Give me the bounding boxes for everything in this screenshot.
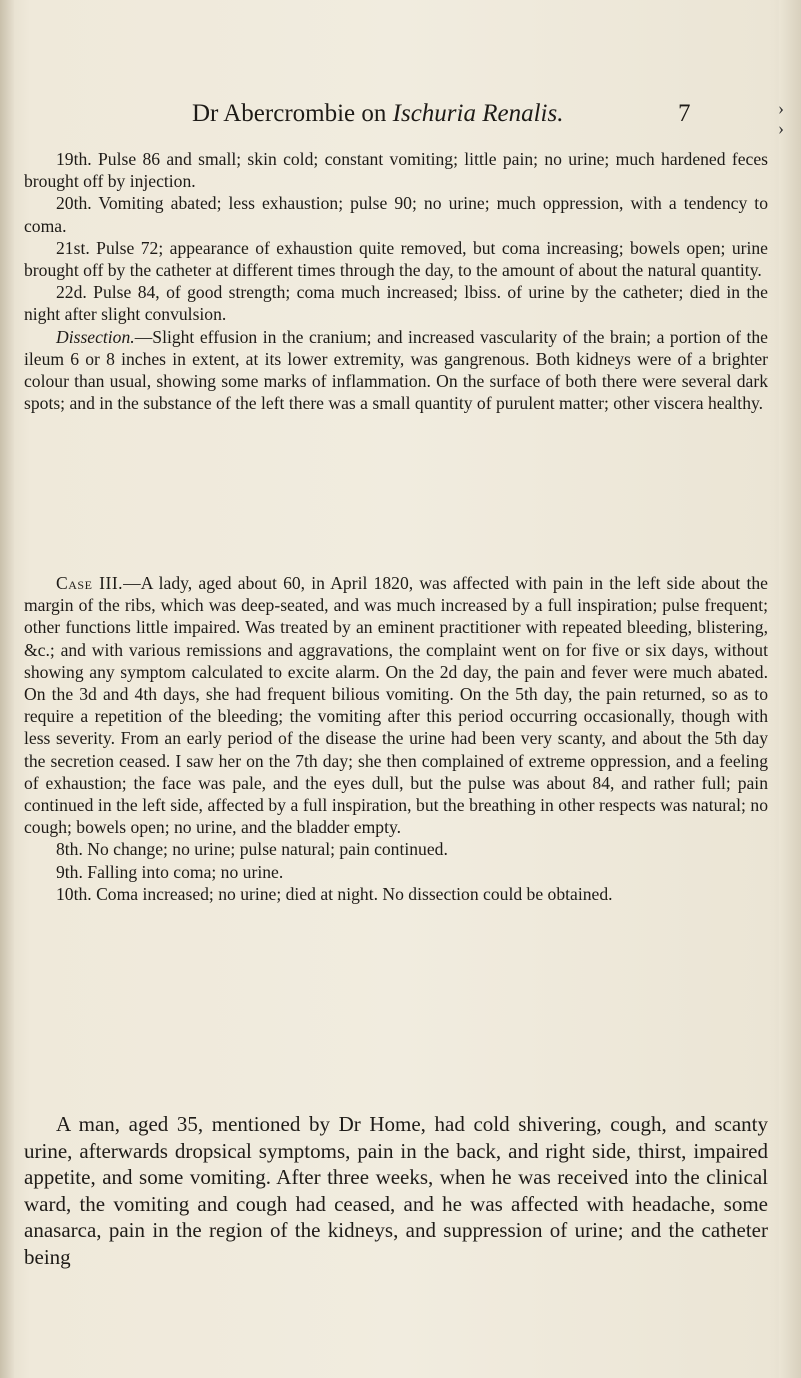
margin-mark: ›: [778, 98, 784, 118]
case-continuation: [24, 148, 768, 414]
page-number: 7: [678, 100, 691, 127]
entry-22d: 22d. Pulse 84, of good strength; coma much increased; lbiss. of urine by the catheter; died in the night after slight convulsion.: [24, 282, 768, 325]
case-three-paragraph: [24, 572, 768, 838]
left-page-edge: [0, 0, 14, 1378]
entry-8th: 8th. No change; no urine; pulse natural; pain continued.: [56, 839, 448, 860]
entry-21st: 21st. Pulse 72; appearance of exhaustion quite removed, but coma increasing; bowels open; urine brought off by the catheter at different times through the day, to the amount of about the natural quantity.: [24, 237, 768, 281]
entry-9th: 9th. Falling into coma; no urine.: [56, 861, 284, 882]
entry-19th: 19th. Pulse 86 and small; skin cold; constant vomiting; little pain; no urine; much hardened feces brought off by injection.: [24, 149, 768, 192]
margin-mark: ›: [778, 118, 784, 138]
main-text-block: [24, 1111, 768, 1270]
case-three-label: Case III.: [56, 573, 124, 593]
right-page-edge: [779, 0, 801, 1378]
running-title: Dr Abercrombie on Ischuria Renalis.: [192, 100, 564, 127]
dissection-label: Dissection.: [56, 326, 135, 347]
running-title-italic: Ischuria Renalis.: [392, 100, 564, 127]
dissection-paragraph: [24, 326, 768, 415]
case-three-text: —A lady, aged about 60, in April 1820, was affected with pain in the left side about the margin of the ribs, which was deep-seated, and was much increased by a full inspiration; pulse frequent; other functions little impaired. Was treated by an eminent practitioner with repeated bleeding, blistering, &c.; and with various remissions and aggravations, the complaint went on for five or six days, without showing any symptom calculated to excite alarm. On the 2d day, the pain and fever were much abated. On the 3d and 4th days, she had frequent bilious vomiting. On the 5th day, the pain returned, so as to require a repetition of the bleeding; the vomiting after this period occurring occasionally, though with less severity. From an early period of the disease the urine had been very scanty, and about the 5th day the secretion ceased. I saw her on the 7th day; she then complained of extreme oppression, and a feeling of exhaustion; the face was pale, and the eyes dull, but the pulse was about 84, and rather full; pain continued in the left side, affected by a full inspiration, but the breathing in other respects was natural; no cough; bowels open; no urine, and the bladder empty.: [24, 573, 768, 838]
main-paragraph: A man, aged 35, mentioned by Dr Home, had cold shivering, cough, and scanty urine, afterwards dropsical symptoms, pain in the back, and right side, thirst, impaired appetite, and some vomiting. After three weeks, when he was received into the clinical ward, the vomiting and cough had ceased, and he was affected with headache, some anasarca, pain in the region of the kidneys, and suppression of urine; and the catheter being: [24, 1112, 768, 1269]
page-header: [80, 100, 720, 136]
dissection-text: —Slight effusion in the cranium; and increased vascularity of the brain; a portion of the ileum 6 or 8 inches in extent, at its lower extremity, was gangrenous. Both kidneys were of a brighter colour than usual, showing some marks of inflammation. On the surface of both there were several dark spots; and in the substance of the left there was a small quantity of purulent matter; other viscera healthy.: [24, 326, 768, 414]
entry-10th: 10th. Coma increased; no urine; died at night. No dissection could be obtained.: [56, 883, 613, 904]
case-three: [24, 572, 768, 905]
entry-20th: 20th. Vomiting abated; less exhaustion; pulse 90; no urine; much oppression, with a tendency to coma.: [24, 193, 768, 236]
